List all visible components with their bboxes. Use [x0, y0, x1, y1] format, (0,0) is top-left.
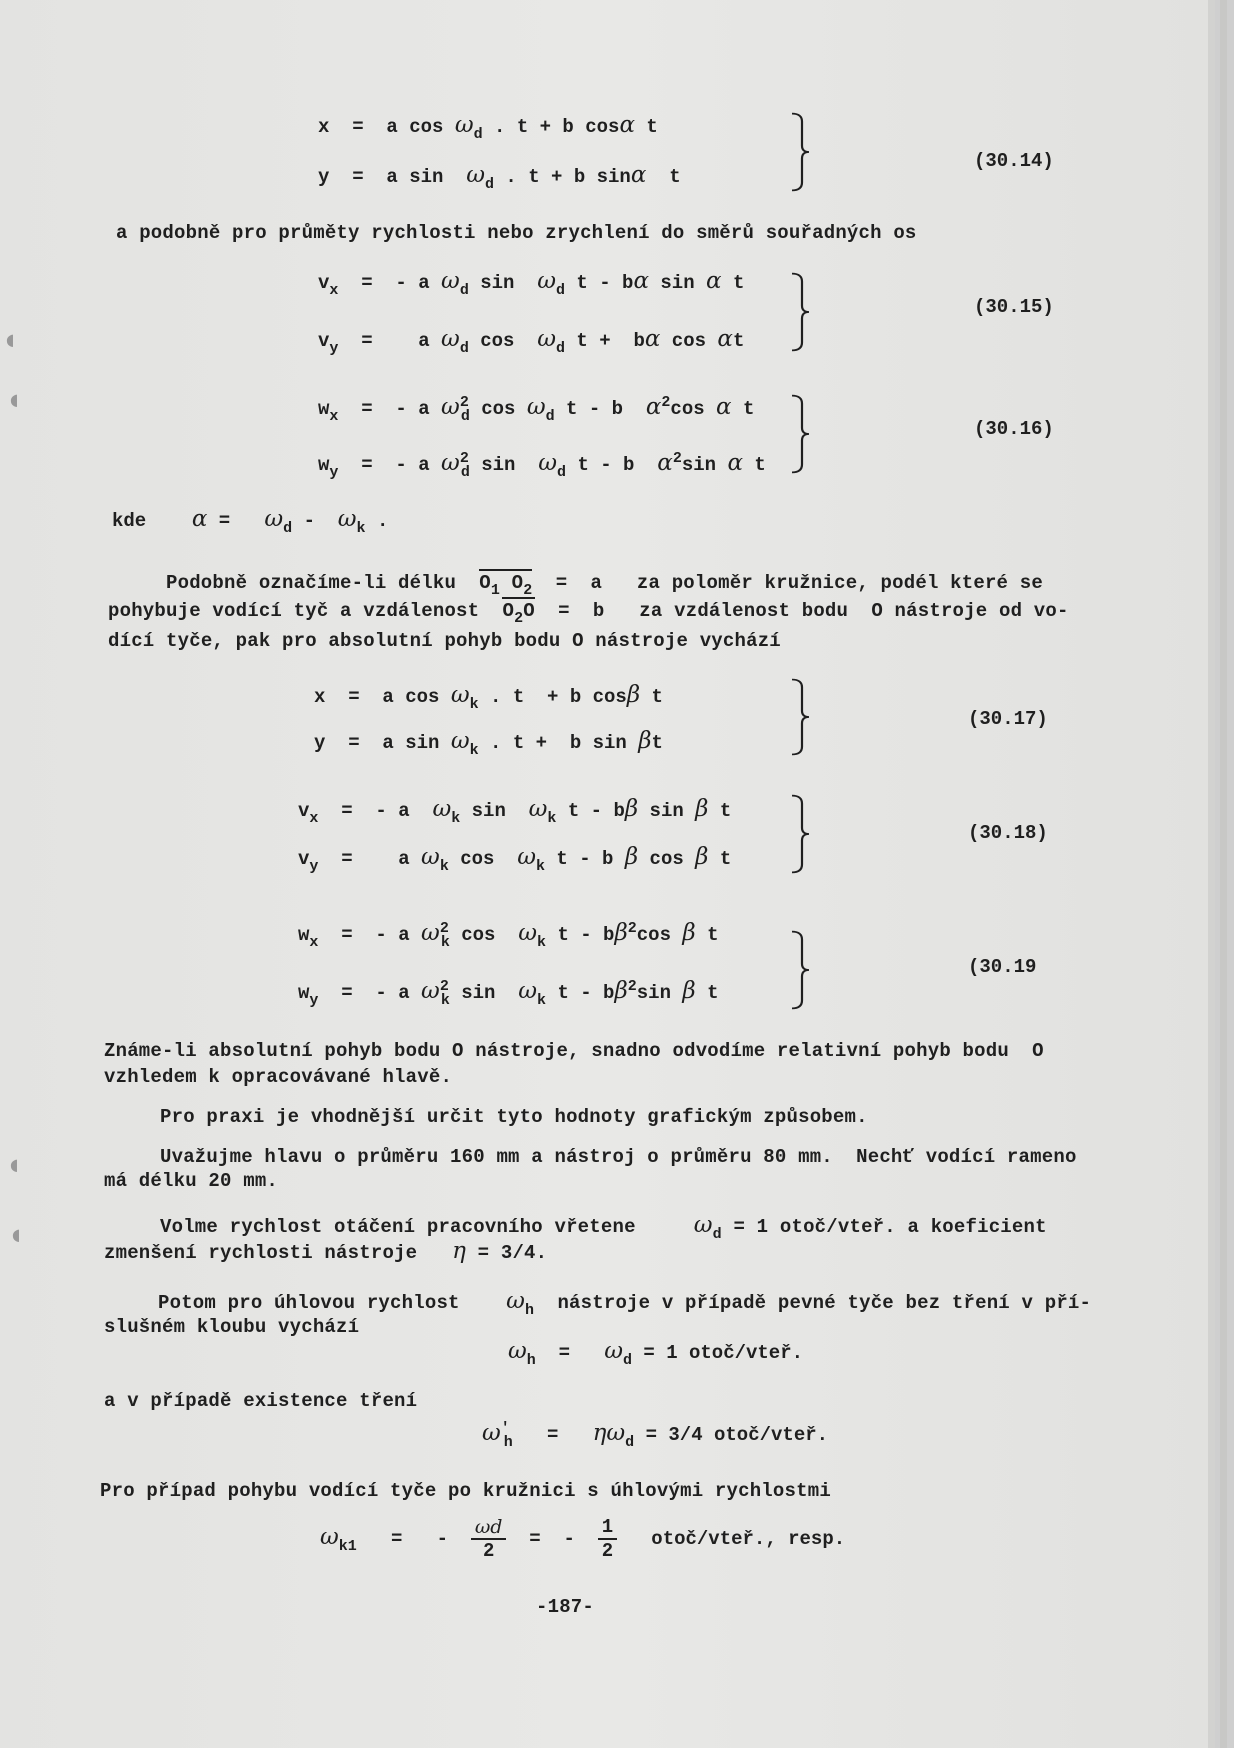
equation-30-18-vx: $v_x$ = - a $\omega_k$ $\sin \omega_k$ t - bβ sin β t: [298, 796, 732, 827]
text-line: dící tyče, pak pro absolutní pohyb bodu O nástroje vychází: [108, 630, 781, 652]
right-brace: [790, 112, 810, 192]
text-line: Pro případ pohybu vodící tyče po kružnici s úhlovými rychlostmi: [100, 1480, 831, 1502]
equation-30-14-y: y = a $\sin \omega_d$ . t + b sinα t: [318, 162, 681, 193]
punch-hole-mark: ◖: [12, 1225, 21, 1244]
equation-30-14-x: x = a $\cos \omega_d$ . t + b cosα t: [318, 112, 658, 143]
equation-30-15-vy: $v_y$ = a $\omega_d$ $\cos \omega_d$ t + bα cos αt: [318, 326, 745, 357]
text-line: a podobně pro průměty rychlosti nebo zrychlení do směrů souřadných os: [116, 222, 917, 244]
equation-omega-h: $\omega_h = \omega_d = 1$ otoč/vteř.: [508, 1338, 804, 1369]
text-line: a v případě existence tření: [104, 1390, 418, 1412]
equation-number: (30.15): [974, 296, 1054, 318]
equation-omega-h-prime: $\omega'_h = \eta\omega_d = 3/4$ otoč/vteř.: [482, 1420, 829, 1451]
equation-number: (30.19: [968, 956, 1037, 978]
equation-30-18-vy: $v_y$ = a $\omega_k$ $\cos \omega_k$ t - b β cos β t: [298, 844, 732, 875]
equation-omega-k1: $\omega_{k1}$ = - $\frac{\omega d}{2}$ = - $\frac{1}{2}$ otoč/vteř., resp.: [320, 1516, 846, 1562]
text-line: Uvažujme hlavu o průměru 160 mm a nástroj o průměru 80 mm. Nechť vodící rameno: [160, 1146, 1077, 1168]
punch-hole-mark: ◖: [10, 1155, 19, 1174]
text-line: vzhledem k opracovávané hlavě.: [104, 1066, 453, 1088]
text-line: pohybuje vodící tyč a vzdálenost $O_2O = b$ za vzdálenost bodu O nástroje od vo-: [108, 600, 1069, 622]
text-line: slušném kloubu vychází: [104, 1316, 360, 1338]
equation-number: (30.18): [968, 822, 1048, 844]
kde-definition: kde $\alpha = \omega_d - \omega_k$ .: [112, 506, 389, 537]
text-line: Známe-li absolutní pohyb bodu O nástroje, snadno odvodíme relativní pohyb bodu O: [104, 1040, 1044, 1062]
text-line: Pro praxi je vhodnější určit tyto hodnoty grafickým způsobem.: [160, 1106, 868, 1128]
page-edge-2: [1220, 0, 1227, 1748]
equation-30-16-wx: $w_x$ = - a $\omega^2_d$ $\cos \omega_d$ t - b $\alpha^2\cos$ α t: [318, 394, 755, 425]
equation-number: (30.14): [974, 150, 1054, 172]
text-line: Potom pro úhlovou rychlost $\omega_h$ nástroje v případě pevné tyče bez tření v pří-: [158, 1288, 1092, 1319]
right-brace: [790, 394, 810, 474]
right-brace: [790, 930, 810, 1010]
punch-hole-mark: ◖: [10, 390, 19, 409]
right-brace: [790, 272, 810, 352]
text-line: Podobně označíme-li délku $O_1$ $O_2 = a$ za poloměr kružnice, podél které se: [166, 572, 1043, 594]
equation-30-17-x: x = a $\cos \omega_k$ . t + b cosβ t: [314, 682, 663, 713]
equation-30-19-wy: $w_y$ = - a $\omega^2_k$ $\sin \omega_k$ t - $b\beta^2\sin$ β t: [298, 978, 719, 1009]
page-edge: [1208, 0, 1215, 1748]
page-number: -187-: [536, 1596, 595, 1618]
equation-30-16-wy: $w_y$ = - a $\omega^2_d$ $\sin \omega_d$ t - b $\alpha^2\sin$ α t: [318, 450, 766, 481]
text-line: zmenšení rychlosti nástroje η = 3/4.: [104, 1238, 548, 1264]
equation-30-17-y: y = a $\sin \omega_k$ . t + b sin βt: [314, 728, 663, 759]
text-line: Volme rychlost otáčení pracovního vřetene $\omega_d = 1$ otoč/vteř. a koeficient: [160, 1212, 1047, 1243]
equation-30-19-wx: $w_x$ = - a $\omega^2_k$ $\cos \omega_k$ t - $b\beta^2\cos$ β t: [298, 920, 719, 951]
equation-30-15-vx: $v_x$ = - a $\omega_d$ $\sin \omega_d$ t - bα sin α t: [318, 268, 745, 299]
right-brace: [790, 794, 810, 874]
right-brace: [790, 678, 810, 756]
equation-number: (30.17): [968, 708, 1048, 730]
equation-number: (30.16): [974, 418, 1054, 440]
punch-hole-mark: ◖: [6, 330, 15, 349]
text-line: má délku 20 mm.: [104, 1170, 279, 1192]
